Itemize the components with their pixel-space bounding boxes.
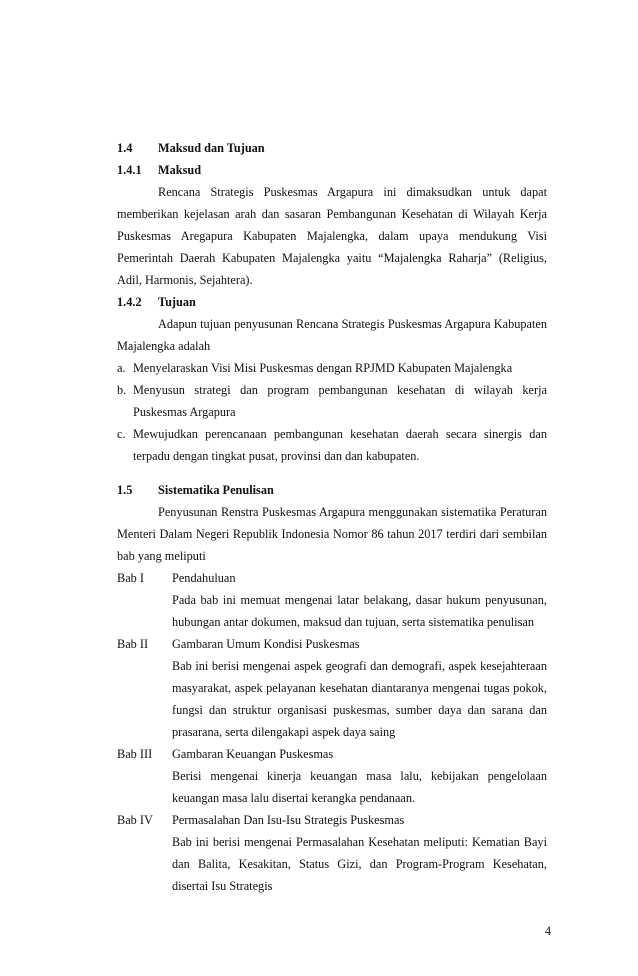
chapter-description: Pada bab ini memuat mengenai latar belakang, dasar hukum penyusunan, hubungan antar dokumen, maksud dan tujuan, serta sistematika penulisan: [172, 593, 547, 629]
list-item: [117, 357, 547, 379]
list-marker: a.: [117, 361, 126, 375]
chapter-entry: [117, 633, 547, 655]
list-item: [117, 379, 547, 423]
chapter-description: Berisi mengenai kinerja keuangan masa lalu, kebijakan pengelolaan keuangan masa lalu disertai kerangka pendanaan.: [172, 769, 547, 805]
chapter-label: Bab III: [117, 747, 153, 761]
list-text: Mewujudkan perencanaan pembangunan kesehatan daerah secara sinergis dan terpadu dengan tingkat pusat, provinsi dan dan kabupaten.: [133, 427, 547, 463]
list-marker: c.: [117, 427, 126, 441]
section-number: 1.4.2: [117, 295, 142, 309]
section-title: Maksud: [158, 163, 202, 177]
section-1-5-heading: [117, 479, 547, 501]
chapter-entry: [117, 743, 547, 765]
chapter-entry: [117, 567, 547, 589]
sistematika-intro: Penyusunan Renstra Puskesmas Argapura menggunakan sistematika Peraturan Menteri Dalam Negeri Republik Indonesia Nomor 86 tahun 2017 terdiri dari sembilan bab yang meliputi: [117, 505, 547, 563]
section-1-4-heading: [117, 137, 547, 159]
section-title: Maksud dan Tujuan: [158, 141, 265, 155]
chapter-label: Bab I: [117, 571, 144, 585]
section-1-4-1-heading: [117, 159, 547, 181]
chapter-description: Bab ini berisi mengenai Permasalahan Kesehatan meliputi: Kematian Bayi dan Balita, Kesakitan, Status Gizi, dan Program-Program Kesehatan, disertai Isu Strategis: [172, 835, 547, 893]
section-1-4-2-heading: [117, 291, 547, 313]
list-text: Menyelaraskan Visi Misi Puskesmas dengan RPJMD Kabupaten Majalengka: [133, 361, 513, 375]
page-number: 4: [544, 924, 551, 938]
page-content: [117, 137, 547, 897]
chapter-title: Gambaran Keuangan Puskesmas: [172, 747, 334, 761]
list-text: Menyusun strategi dan program pembangunan kesehatan di wilayah kerja Puskesmas Argapura: [133, 383, 547, 419]
chapter-title: Pendahuluan: [172, 571, 236, 585]
chapter-title: Gambaran Umum Kondisi Puskesmas: [172, 637, 360, 651]
section-number: 1.4.1: [117, 163, 142, 177]
section-number: 1.5: [117, 483, 133, 497]
chapter-label: Bab II: [117, 637, 149, 651]
section-number: 1.4: [117, 141, 133, 155]
tujuan-intro: Adapun tujuan penyusunan Rencana Strategis Puskesmas Argapura Kabupaten Majalengka adalah: [117, 317, 547, 353]
section-title: Sistematika Penulisan: [158, 483, 274, 497]
chapter-description: Bab ini berisi mengenai aspek geografi dan demografi, aspek kesejahteraan masyarakat, aspek pelayanan kesehatan diantaranya mengenai tugas pokok, fungsi dan struktur organisasi puskesmas, sumber daya dan sarana dan prasarana, serta dilengakapi aspek daya saing: [172, 659, 547, 739]
chapter-title: Permasalahan Dan Isu-Isu Strategis Puskesmas: [172, 813, 405, 827]
section-title: Tujuan: [158, 295, 196, 309]
chapter-label: Bab IV: [117, 813, 153, 827]
chapter-entry: [117, 809, 547, 831]
maksud-paragraph: Rencana Strategis Puskesmas Argapura ini dimaksudkan untuk dapat memberikan kejelasan arah dan sasaran Pembangunan Kesehatan di Wilayah Kerja Puskesmas Aregapura Kabupaten Majalengka, dalam upaya mendukung Visi Pemerintah Daerah Kabupaten Majalengka yaitu “Majalengka Raharja” (Religius, Adil, Harmonis, Sejahtera).: [117, 185, 547, 287]
list-marker: b.: [117, 383, 127, 397]
list-item: [117, 423, 547, 467]
